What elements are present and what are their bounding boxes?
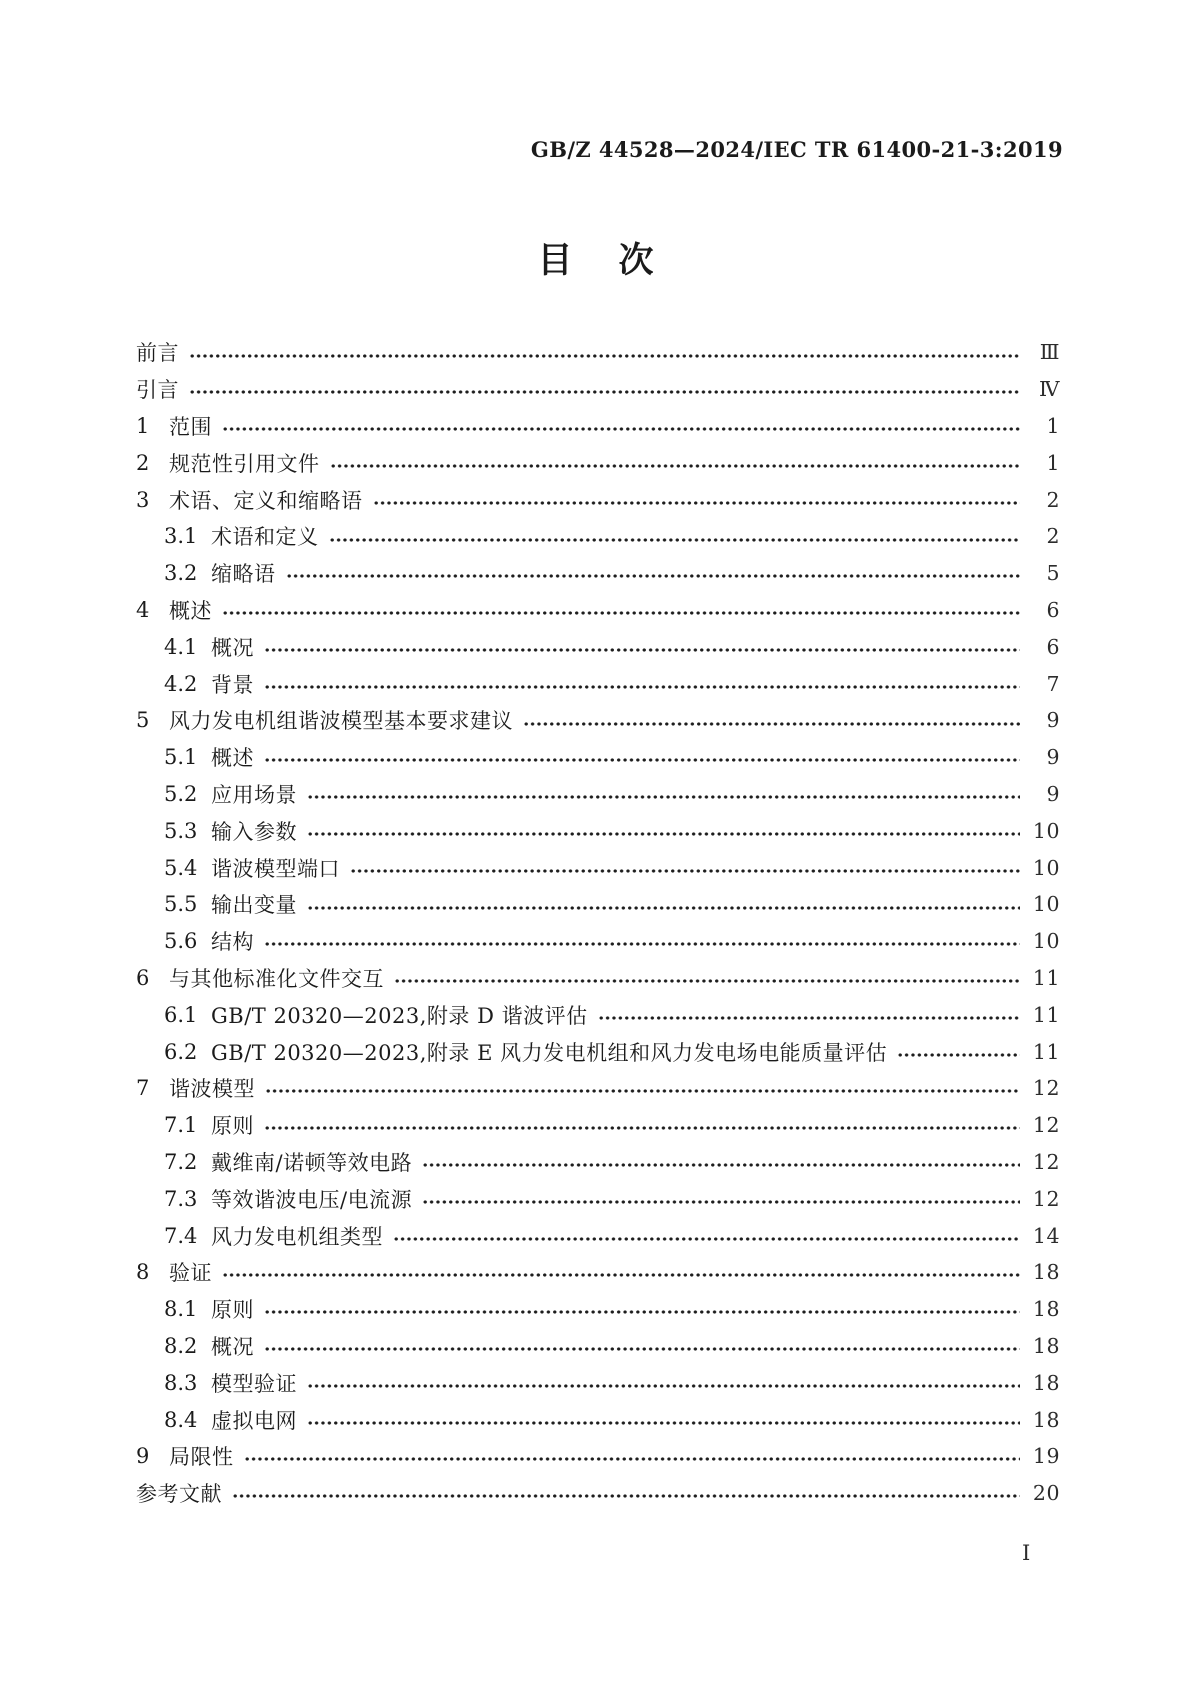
dot-leader bbox=[329, 518, 1021, 555]
toc-entry-number: 6.1 bbox=[164, 1002, 198, 1027]
dot-leader bbox=[330, 444, 1021, 481]
toc-entry-page: 6 bbox=[1046, 597, 1060, 622]
toc-entry-number: 4 bbox=[136, 597, 150, 622]
toc-entry-label: 虚拟电网 bbox=[211, 1408, 297, 1433]
toc-entry-label: 局限性 bbox=[169, 1445, 234, 1470]
toc-entry-number: 6 bbox=[136, 965, 150, 990]
toc-entry bbox=[136, 444, 1060, 481]
toc-entry bbox=[136, 1438, 1060, 1475]
dot-leader bbox=[394, 960, 1020, 997]
toc-entry-page: 5 bbox=[1046, 561, 1060, 586]
toc-entry-label: 风力发电机组类型 bbox=[211, 1224, 383, 1249]
toc-entry bbox=[136, 665, 1060, 702]
dot-leader bbox=[264, 665, 1020, 702]
dot-leader bbox=[307, 812, 1020, 849]
dot-leader bbox=[286, 555, 1021, 592]
toc-entry-label: 输出变量 bbox=[211, 893, 297, 918]
dot-leader bbox=[222, 1254, 1020, 1291]
toc-entry bbox=[136, 996, 1060, 1033]
dot-leader bbox=[232, 1475, 1020, 1512]
toc-entry bbox=[136, 1254, 1060, 1291]
dot-leader bbox=[222, 592, 1020, 629]
toc-entry-page: 11 bbox=[1032, 965, 1060, 990]
toc-entry-page: 18 bbox=[1032, 1333, 1060, 1358]
toc-entry-page: 18 bbox=[1032, 1260, 1060, 1285]
toc-entry-page: 18 bbox=[1032, 1370, 1060, 1395]
toc-entry-page: 12 bbox=[1032, 1113, 1060, 1138]
toc-entry-number: 5.4 bbox=[164, 855, 198, 880]
toc-entry bbox=[136, 776, 1060, 813]
toc-entry-label: 范围 bbox=[169, 414, 212, 439]
toc-entry-number: 7 bbox=[136, 1076, 150, 1101]
toc-entry-page: 6 bbox=[1046, 634, 1060, 659]
toc-entry-number: 3.1 bbox=[164, 524, 198, 549]
toc-entry-page: 10 bbox=[1032, 929, 1060, 954]
toc-entry-label: 应用场景 bbox=[211, 782, 297, 807]
toc-entry bbox=[136, 592, 1060, 629]
toc-entry-number: 2 bbox=[136, 450, 150, 475]
dot-leader bbox=[897, 1033, 1020, 1070]
toc-entry-label: 结构 bbox=[211, 930, 254, 955]
toc-entry-number: 7.2 bbox=[164, 1149, 198, 1174]
toc-entry-page: 1 bbox=[1046, 450, 1060, 475]
toc-entry-page: 7 bbox=[1046, 671, 1060, 696]
toc-entry bbox=[136, 1217, 1060, 1254]
dot-leader bbox=[523, 702, 1020, 739]
toc-entry bbox=[136, 886, 1060, 923]
toc-entry-page: 2 bbox=[1046, 524, 1060, 549]
toc-entry-page: 10 bbox=[1032, 818, 1060, 843]
toc-entry bbox=[136, 812, 1060, 849]
toc-entry-number: 8 bbox=[136, 1260, 150, 1285]
toc-entry-label: 术语、定义和缩略语 bbox=[169, 488, 363, 513]
toc-entry-number: 9 bbox=[136, 1444, 150, 1469]
toc-entry bbox=[136, 1107, 1060, 1144]
standard-code-header: GB/Z 44528—2024/IEC TR 61400-21-3:2019 bbox=[530, 137, 1063, 162]
dot-leader bbox=[222, 408, 1020, 445]
toc-entry-page: 20 bbox=[1032, 1481, 1060, 1506]
dot-leader bbox=[422, 1180, 1020, 1217]
dot-leader bbox=[393, 1217, 1020, 1254]
toc-entry-label: 参考文献 bbox=[136, 1482, 222, 1507]
toc-entry-number: 8.4 bbox=[164, 1407, 198, 1432]
dot-leader bbox=[264, 739, 1020, 776]
dot-leader bbox=[598, 996, 1020, 1033]
toc-entry-number: 8.3 bbox=[164, 1370, 198, 1395]
toc-entry-number: 1 bbox=[136, 413, 150, 438]
toc-entry-label: 规范性引用文件 bbox=[169, 451, 320, 476]
toc-entry-number: 5.2 bbox=[164, 781, 198, 806]
dot-leader bbox=[265, 1070, 1020, 1107]
toc-entry-label: GB/T 20320—2023,附录 E 风力发电机组和风力发电场电能质量评估 bbox=[211, 1040, 888, 1065]
toc-entry-label: 概述 bbox=[211, 746, 254, 771]
toc-entry bbox=[136, 923, 1060, 960]
dot-leader bbox=[264, 1107, 1020, 1144]
toc-entry-number: 7.4 bbox=[164, 1223, 198, 1248]
dot-leader bbox=[307, 886, 1020, 923]
toc-entry bbox=[136, 481, 1060, 518]
toc-entry bbox=[136, 1401, 1060, 1438]
toc-entry-page: 9 bbox=[1046, 708, 1060, 733]
toc-entry bbox=[136, 1364, 1060, 1401]
toc-entry-number: 5.6 bbox=[164, 929, 198, 954]
dot-leader bbox=[307, 776, 1020, 813]
page-title bbox=[0, 233, 1191, 283]
toc-entry-number: 5.5 bbox=[164, 892, 198, 917]
toc-entry-number: 7.3 bbox=[164, 1186, 198, 1211]
title-char-2: 次 bbox=[618, 240, 654, 281]
toc-entry-label: 引言 bbox=[136, 378, 179, 403]
dot-leader bbox=[307, 1401, 1020, 1438]
toc-entry bbox=[136, 628, 1060, 665]
toc-entry-number: 8.1 bbox=[164, 1297, 198, 1322]
toc-entry-page: 10 bbox=[1032, 892, 1060, 917]
toc-entry-label: 风力发电机组谐波模型基本要求建议 bbox=[169, 709, 513, 734]
toc-entry-number: 5 bbox=[136, 708, 150, 733]
toc-entry-label: 模型验证 bbox=[211, 1371, 297, 1396]
toc-entry bbox=[136, 334, 1060, 371]
toc-entry-label: 原则 bbox=[211, 1298, 254, 1323]
toc-entry bbox=[136, 1144, 1060, 1181]
toc-entry bbox=[136, 555, 1060, 592]
toc-entry bbox=[136, 408, 1060, 445]
toc-entry-label: 概况 bbox=[211, 635, 254, 660]
dot-leader bbox=[350, 849, 1020, 886]
title-char-1: 目 bbox=[537, 240, 573, 281]
toc-entry-number: 6.2 bbox=[164, 1039, 198, 1064]
toc-entry-label: 缩略语 bbox=[211, 562, 276, 587]
toc-entry-label: 输入参数 bbox=[211, 819, 297, 844]
dot-leader bbox=[244, 1438, 1021, 1475]
dot-leader bbox=[264, 923, 1020, 960]
toc-entry-page: Ⅲ bbox=[1039, 340, 1060, 365]
toc-entry bbox=[136, 518, 1060, 555]
toc-entry-number: 4.1 bbox=[164, 634, 198, 659]
toc-entry-page: 11 bbox=[1032, 1039, 1060, 1064]
toc-entry-page: 9 bbox=[1046, 745, 1060, 770]
toc-entry bbox=[136, 1070, 1060, 1107]
footer-page-number: Ⅰ bbox=[1022, 1541, 1031, 1565]
toc-entry bbox=[136, 1033, 1060, 1070]
toc-entry-page: 9 bbox=[1046, 781, 1060, 806]
toc-entry-page: Ⅳ bbox=[1039, 377, 1060, 402]
toc-entry-number: 5.1 bbox=[164, 745, 198, 770]
dot-leader bbox=[307, 1364, 1020, 1401]
dot-leader bbox=[189, 334, 1020, 371]
toc-entry-page: 12 bbox=[1032, 1149, 1060, 1174]
toc-entry-number: 3.2 bbox=[164, 561, 198, 586]
toc-entry bbox=[136, 849, 1060, 886]
toc-entry-label: 背景 bbox=[211, 672, 254, 697]
toc-entry bbox=[136, 1291, 1060, 1328]
toc-entry-page: 12 bbox=[1032, 1076, 1060, 1101]
toc-entry-label: 原则 bbox=[211, 1114, 254, 1139]
toc-entry-number: 7.1 bbox=[164, 1113, 198, 1138]
dot-leader bbox=[373, 481, 1021, 518]
toc-entry-page: 10 bbox=[1032, 855, 1060, 880]
toc-entry-number: 5.3 bbox=[164, 818, 198, 843]
toc-entry-label: 戴维南/诺顿等效电路 bbox=[211, 1150, 413, 1175]
toc-entry-page: 12 bbox=[1032, 1186, 1060, 1211]
toc-entry-page: 19 bbox=[1032, 1444, 1060, 1469]
toc-entry-label: 术语和定义 bbox=[211, 525, 319, 550]
toc-entry-label: 概况 bbox=[211, 1334, 254, 1359]
toc-entry-label: 与其他标准化文件交互 bbox=[169, 966, 384, 991]
toc-entry-page: 18 bbox=[1032, 1297, 1060, 1322]
toc-entry-number: 3 bbox=[136, 487, 150, 512]
toc-entry-page: 11 bbox=[1032, 1002, 1060, 1027]
toc-entry-page: 14 bbox=[1032, 1223, 1060, 1248]
toc-entry-label: 等效谐波电压/电流源 bbox=[211, 1187, 413, 1212]
dot-leader bbox=[189, 371, 1020, 408]
dot-leader bbox=[264, 1291, 1020, 1328]
toc-entry-number: 8.2 bbox=[164, 1333, 198, 1358]
toc-entry-page: 18 bbox=[1032, 1407, 1060, 1432]
toc-entry-label: 谐波模型端口 bbox=[211, 856, 340, 881]
toc-entry bbox=[136, 371, 1060, 408]
toc-list bbox=[136, 334, 1060, 1512]
toc-entry-page: 2 bbox=[1046, 487, 1060, 512]
dot-leader bbox=[264, 628, 1020, 665]
toc-entry-label: 概述 bbox=[169, 598, 212, 623]
toc-entry bbox=[136, 1180, 1060, 1217]
toc-entry bbox=[136, 739, 1060, 776]
toc-entry bbox=[136, 702, 1060, 739]
toc-entry-label: 谐波模型 bbox=[169, 1077, 255, 1102]
toc-entry-label: GB/T 20320—2023,附录 D 谐波评估 bbox=[211, 1003, 588, 1028]
toc-entry-page: 1 bbox=[1046, 413, 1060, 438]
dot-leader bbox=[264, 1328, 1020, 1365]
toc-entry-number: 4.2 bbox=[164, 671, 198, 696]
toc-entry bbox=[136, 1328, 1060, 1365]
toc-entry bbox=[136, 1475, 1060, 1512]
toc-entry-label: 验证 bbox=[169, 1261, 212, 1286]
toc-entry-label: 前言 bbox=[136, 341, 179, 366]
dot-leader bbox=[422, 1144, 1020, 1181]
toc-entry bbox=[136, 960, 1060, 997]
